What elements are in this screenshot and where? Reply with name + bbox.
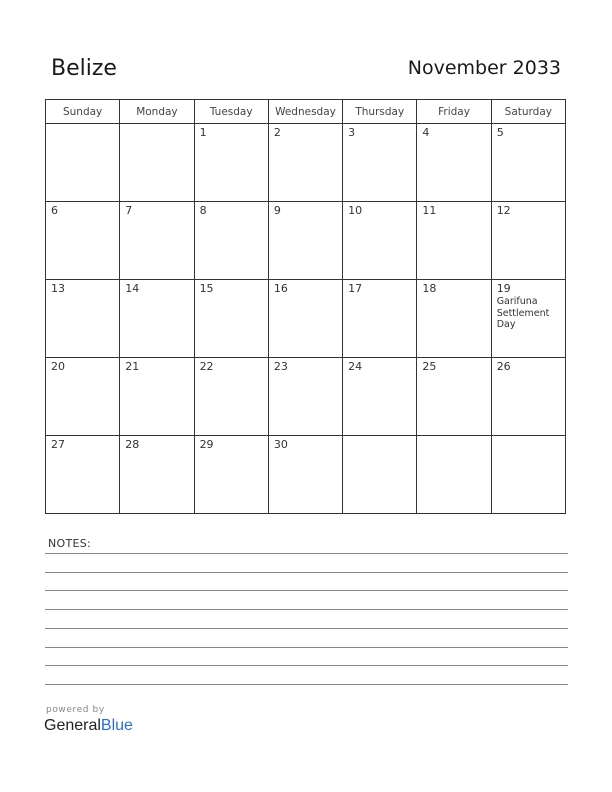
calendar-day-cell — [343, 280, 417, 358]
calendar-day-cell — [417, 202, 491, 280]
day-number: 17 — [348, 282, 363, 295]
day-number: 15 — [199, 282, 214, 295]
notes-line — [45, 647, 568, 648]
brand-general-text: General — [44, 717, 101, 734]
calendar-day-cell — [343, 202, 417, 280]
day-number: 6 — [51, 204, 58, 217]
calendar-day-cell — [194, 358, 268, 436]
notes-line — [45, 628, 568, 629]
day-number: 9 — [273, 204, 281, 217]
day-number: 18 — [422, 282, 437, 295]
day-number: 27 — [51, 438, 65, 451]
calendar-week-row — [46, 436, 566, 514]
calendar-day-cell — [194, 280, 268, 358]
calendar-body — [46, 124, 566, 514]
day-number: 10 — [348, 204, 363, 217]
day-number: 24 — [348, 360, 363, 373]
calendar-day-cell — [46, 280, 120, 358]
day-number: 19 — [496, 282, 511, 295]
calendar-day-cell — [268, 358, 342, 436]
weekday-header: Friday — [417, 100, 491, 124]
calendar-day-cell — [194, 436, 268, 514]
day-number: 13 — [51, 282, 65, 295]
day-number: 5 — [496, 126, 504, 139]
day-number: 8 — [199, 204, 207, 217]
day-number: 3 — [348, 126, 356, 139]
calendar-week-row — [46, 358, 566, 436]
notes-line — [45, 553, 568, 554]
country-title: Belize — [51, 56, 117, 81]
day-number: 21 — [125, 360, 140, 373]
day-number: 7 — [125, 204, 133, 217]
day-number: 12 — [496, 204, 511, 217]
calendar-day-cell — [46, 358, 120, 436]
notes-line — [45, 572, 568, 573]
day-number: 23 — [273, 360, 288, 373]
weekday-header: Sunday — [46, 100, 120, 124]
notes-label: NOTES: — [48, 537, 92, 550]
calendar-day-cell — [417, 358, 491, 436]
calendar-day-cell — [343, 124, 417, 202]
calendar-day-cell — [120, 124, 194, 202]
day-number: 11 — [422, 204, 437, 217]
notes-line — [45, 609, 568, 610]
weekday-header: Thursday — [343, 100, 417, 124]
weekday-header-row — [46, 100, 566, 124]
weekday-header: Monday — [120, 100, 194, 124]
day-number: 26 — [496, 360, 511, 373]
notes-line — [45, 590, 568, 591]
calendar-day-cell — [491, 202, 565, 280]
calendar-grid — [45, 99, 566, 514]
calendar-day-cell — [120, 436, 194, 514]
calendar-week-row — [46, 202, 566, 280]
weekday-header: Saturday — [491, 100, 565, 124]
weekday-header: Tuesday — [194, 100, 268, 124]
calendar-day-cell — [268, 280, 342, 358]
calendar-day-cell — [46, 202, 120, 280]
calendar-day-cell — [491, 124, 565, 202]
day-number: 1 — [199, 126, 207, 139]
month-year-title: November 2033 — [407, 57, 561, 79]
day-number: 22 — [199, 360, 214, 373]
calendar-day-cell — [46, 124, 120, 202]
calendar-day-cell — [491, 280, 565, 358]
day-number: 28 — [125, 438, 140, 451]
calendar-day-cell — [343, 436, 417, 514]
calendar-day-cell — [268, 202, 342, 280]
notes-line — [45, 684, 568, 685]
holiday-label: Garifuna Settlement Day — [496, 296, 550, 330]
calendar-day-cell — [46, 436, 120, 514]
calendar-day-cell — [417, 124, 491, 202]
notes-line — [45, 665, 568, 666]
day-number: 25 — [422, 360, 437, 373]
brand-blue-text: Blue — [100, 717, 133, 734]
day-number: 16 — [273, 282, 288, 295]
calendar-day-cell — [491, 358, 565, 436]
weekday-header: Wednesday — [268, 100, 342, 124]
calendar-day-cell — [194, 124, 268, 202]
powered-by-text: powered by — [46, 705, 105, 715]
calendar-day-cell — [268, 436, 342, 514]
calendar-day-cell — [417, 436, 491, 514]
calendar-week-row — [46, 124, 566, 202]
calendar-day-cell — [120, 358, 194, 436]
day-number: 14 — [125, 282, 140, 295]
calendar-day-cell — [120, 280, 194, 358]
calendar-day-cell — [268, 124, 342, 202]
day-number: 29 — [199, 438, 214, 451]
day-number: 2 — [273, 126, 281, 139]
generalblue-logo — [44, 717, 133, 735]
calendar-day-cell — [343, 358, 417, 436]
calendar-day-cell — [194, 202, 268, 280]
calendar-day-cell — [491, 436, 565, 514]
day-number: 4 — [422, 126, 430, 139]
day-number: 20 — [51, 360, 65, 373]
day-number: 30 — [273, 438, 288, 451]
calendar-day-cell — [120, 202, 194, 280]
calendar-day-cell — [417, 280, 491, 358]
calendar-week-row — [46, 280, 566, 358]
